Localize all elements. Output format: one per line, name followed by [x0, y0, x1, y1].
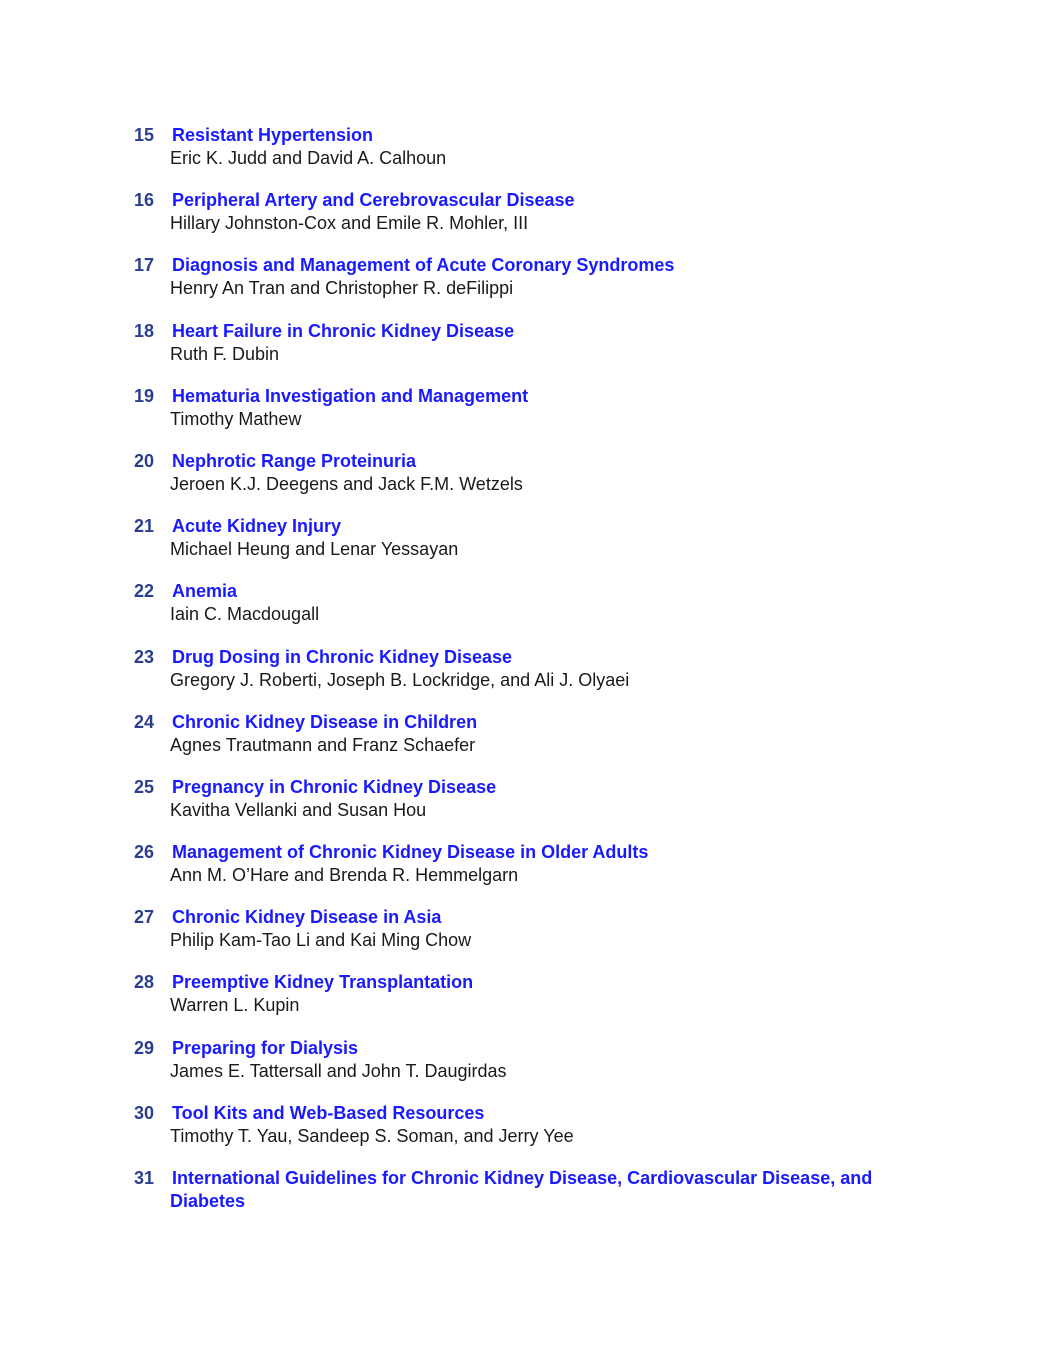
- chapter-number: 26: [134, 842, 155, 863]
- chapter-title-link[interactable]: Heart Failure in Chronic Kidney Disease: [172, 320, 515, 341]
- chapter-number: 20: [134, 450, 155, 471]
- toc-entry: [134, 646, 914, 711]
- chapter-title-link[interactable]: Anemia: [172, 581, 238, 602]
- toc-entry: [134, 515, 914, 580]
- chapter-number: 21: [134, 516, 155, 537]
- toc-entry: [134, 385, 914, 450]
- chapter-authors: Michael Heung and Lenar Yessayan: [170, 539, 459, 560]
- toc-entry: [134, 1167, 914, 1213]
- chapter-authors: Henry An Tran and Christopher R. deFilippi: [170, 278, 514, 299]
- chapter-number: 25: [134, 776, 155, 797]
- chapter-title-link[interactable]: Diagnosis and Management of Acute Coronary Syndromes: [172, 255, 675, 276]
- chapter-number: 16: [134, 190, 155, 211]
- chapter-title-link[interactable]: Tool Kits and Web-Based Resources: [172, 1102, 485, 1123]
- chapter-title-link[interactable]: Resistant Hypertension: [172, 125, 374, 145]
- chapter-number: 24: [134, 711, 155, 732]
- chapter-number: 27: [134, 907, 155, 928]
- chapter-authors: Ruth F. Dubin: [170, 343, 280, 364]
- chapter-title-link[interactable]: Drug Dosing in Chronic Kidney Disease: [172, 646, 513, 667]
- chapter-title-link[interactable]: Chronic Kidney Disease in Children: [172, 711, 478, 732]
- toc-entry: [134, 711, 914, 776]
- chapter-number: 15: [134, 125, 155, 145]
- chapter-title-link[interactable]: Acute Kidney Injury: [172, 516, 342, 537]
- chapter-authors: Agnes Trautmann and Franz Schaefer: [170, 734, 476, 755]
- toc-entry: [134, 320, 914, 385]
- chapter-authors: Hillary Johnston-Cox and Emile R. Mohler, III: [170, 213, 529, 234]
- toc-entry: [134, 971, 914, 1036]
- chapter-title-link[interactable]: Chronic Kidney Disease in Asia: [172, 907, 442, 928]
- toc-entry: [134, 254, 914, 319]
- chapter-authors: Gregory J. Roberti, Joseph B. Lockridge, and Ali J. Olyaei: [170, 669, 630, 690]
- chapter-authors: Kavitha Vellanki and Susan Hou: [170, 799, 427, 820]
- toc-entry: [134, 906, 914, 971]
- toc-entry: [134, 580, 914, 645]
- chapter-number: 23: [134, 646, 155, 667]
- chapter-number: 29: [134, 1037, 155, 1058]
- chapter-number: 31: [134, 1168, 155, 1188]
- chapter-authors: Eric K. Judd and David A. Calhoun: [170, 148, 447, 168]
- chapter-title-link[interactable]: Pregnancy in Chronic Kidney Disease: [172, 776, 497, 797]
- chapter-title-link[interactable]: Nephrotic Range Proteinuria: [172, 450, 417, 471]
- table-of-contents: [134, 124, 914, 1213]
- chapter-title-link[interactable]: Preemptive Kidney Transplantation: [172, 972, 474, 993]
- chapter-title-link[interactable]: International Guidelines for Chronic Kidney Disease, Cardiovascular Disease, and Diabetes: [170, 1168, 873, 1211]
- chapter-authors: Jeroen K.J. Deegens and Jack F.M. Wetzels: [170, 473, 523, 494]
- chapter-number: 30: [134, 1102, 155, 1123]
- chapter-authors: Philip Kam-Tao Li and Kai Ming Chow: [170, 930, 472, 951]
- chapter-authors: James E. Tattersall and John T. Daugirdas: [170, 1060, 507, 1081]
- chapter-number: 17: [134, 255, 155, 276]
- chapter-title-link[interactable]: Preparing for Dialysis: [172, 1037, 359, 1058]
- chapter-title-link[interactable]: Hematuria Investigation and Management: [172, 385, 529, 406]
- chapter-number: 18: [134, 320, 155, 341]
- toc-entry: [134, 189, 914, 254]
- toc-entry: [134, 1037, 914, 1102]
- chapter-number: 28: [134, 972, 155, 993]
- toc-entry: [134, 124, 914, 189]
- chapter-number: 22: [134, 581, 155, 602]
- toc-entry: [134, 841, 914, 906]
- toc-entry: [134, 450, 914, 515]
- chapter-authors: Timothy Mathew: [170, 408, 302, 429]
- chapter-title-link[interactable]: Management of Chronic Kidney Disease in Older Adults: [172, 842, 649, 863]
- toc-entry: [134, 776, 914, 841]
- chapter-title-link[interactable]: Peripheral Artery and Cerebrovascular Disease: [172, 190, 575, 211]
- chapter-number: 19: [134, 385, 155, 406]
- chapter-authors: Timothy T. Yau, Sandeep S. Soman, and Jerry Yee: [170, 1125, 574, 1146]
- chapter-authors: Warren L. Kupin: [170, 995, 300, 1016]
- chapter-authors: Iain C. Macdougall: [170, 604, 320, 625]
- chapter-authors: Ann M. O’Hare and Brenda R. Hemmelgarn: [170, 865, 519, 886]
- toc-entry: [134, 1102, 914, 1167]
